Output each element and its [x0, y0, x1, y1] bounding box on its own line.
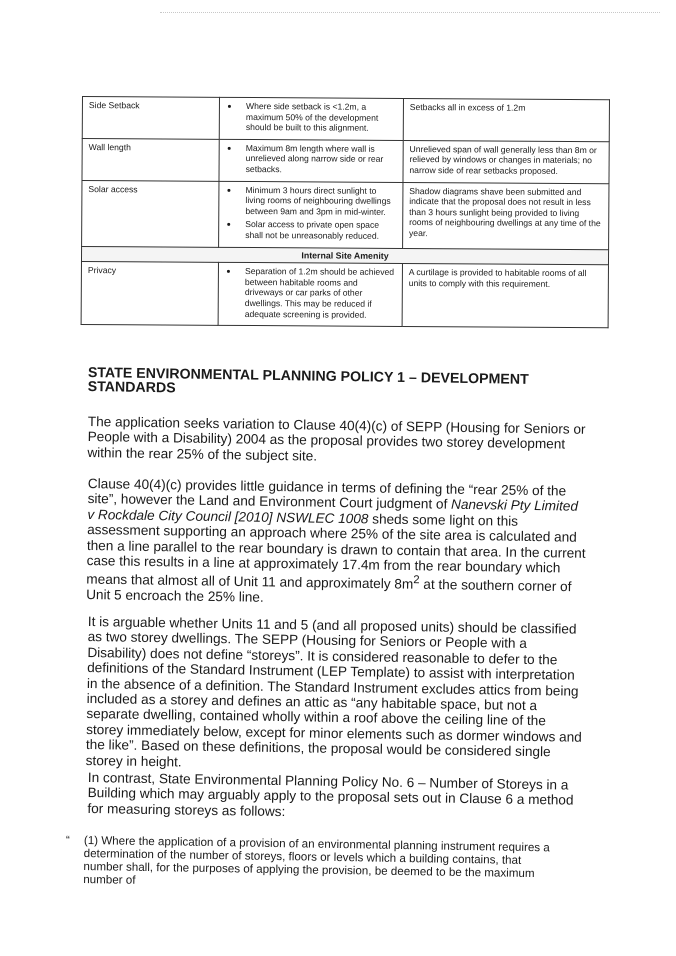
comment-cell: Unrelieved span of wall generally less than 8m or relieved by windows or changes in materials; no narrow side of rear setbacks proposed. — [403, 140, 609, 183]
scan-header-mark — [160, 12, 660, 16]
superscript: 2 — [413, 574, 420, 587]
requirement-item: • Solar access to private open space shall not be unreasonably reduced. — [239, 219, 396, 241]
quoted-clause — [65, 833, 554, 893]
paragraph-text: at the southern corner of Unit 5 encroach the 25% line. — [86, 577, 572, 606]
requirement-cell — [219, 97, 403, 140]
paragraph-text: sheds some light on this assessment supporting an approach where 25% of the site area is calculated and then a line parallel to the rear boundary is drawn to contain that area. In the current case this results in a line at approximately 17.4m from the rear boundary which means that almost all of Unit 11 and approximately 8m — [86, 511, 586, 593]
table-row — [82, 138, 609, 183]
requirement-cell — [219, 139, 403, 182]
criterion-cell: Side Setback — [82, 97, 219, 140]
paragraph: It is arguable whether Units 11 and 5 (and all proposed units) should be classified as two storey dwellings. The SEPP (Housing for Seniors or People with a Disability) does not define “storeys”. It is considered reasonable to defer to the definitions of the Standard Instrument (LEP Template) to assist with interpretation in the absence of a definition. The Standard Instrument excludes attics from being included as a storey and defines an attic as “any habitable space, but not a separate dwelling, contained wholly within a roof above the ceiling line of the storey immediately below, except for minor elements such as dormer windows and the like”. Based on these definitions, the proposal would be considered single storey in height. — [85, 614, 582, 770]
requirement-item: • Minimum 3 hours direct sunlight to living rooms of neighbouring dwellings between 9am and 3pm in mid-winter. — [239, 185, 396, 218]
requirement-item: • Where side setback is <1.2m, a maximum 50% of the development should be built to this alignment. — [240, 101, 397, 134]
table-row — [82, 97, 609, 142]
criterion-cell: Solar access — [82, 180, 219, 247]
section-heading: STATE ENVIRONMENTAL PLANNING POLICY 1 – DEVELOPMENT STANDARDS — [87, 365, 529, 397]
case-citation: Nanevski Pty Limited v Rockdale City Council [2010] NSWLEC 1008 — [87, 497, 579, 527]
requirement-item: • Separation of 1.2m should be achieved between habitable rooms and driveways or car parks of other dwellings. This may be reduced if adequate screening is provided. — [239, 266, 396, 320]
requirement-cell — [219, 181, 403, 248]
comment-cell: Setbacks all in excess of 1.2m — [403, 98, 609, 141]
comment-cell: Shadow diagrams shave been submitted and indicate that the proposal does not result in less than 3 hours sunlight being provided to living rooms of neighbouring dwellings at any time of the year. — [402, 182, 609, 249]
paragraph — [86, 476, 588, 611]
criterion-cell: Privacy — [81, 262, 218, 326]
paragraph: The application seeks variation to Clause 40(4)(c) of SEPP (Housing for Seniors or People with a Disability) 2004 as the proposal provides two storey development within the rear 25% of the subject site. — [87, 414, 586, 464]
assessment-table — [81, 96, 610, 328]
paragraph-text: Clause 40(4)(c) provides little guidance in terms of defining the “rear 25% of the site”, however the Land and Environment Court judgment of — [87, 476, 567, 513]
requirement-cell — [218, 262, 402, 326]
comment-cell: A curtilage is provided to habitable rooms of all units to comply with this requirement. — [402, 264, 609, 328]
table-row — [81, 262, 608, 328]
paragraph: In contrast, State Environmental Planning Policy No. 6 – Number of Storeys in a Building which may arguably apply to the proposal sets out in Clause 6 a method for measuring storeys as follows: — [87, 770, 574, 819]
table-row — [82, 180, 609, 249]
section-title: Internal Site Amenity — [81, 246, 608, 265]
requirement-item: • Maximum 8m length where wall is unrelieved along narrow side or rear setbacks. — [240, 143, 397, 176]
criterion-cell: Wall length — [82, 138, 219, 181]
quote-mark: “ — [65, 833, 70, 847]
quote-text: (1) Where the application of a provision of an environmental planning instrument requires a determination of the number of storeys, floors or levels which a building contains, that number shall, for the purposes of applying the provision, be deemed to be the maximum number of — [83, 834, 550, 887]
